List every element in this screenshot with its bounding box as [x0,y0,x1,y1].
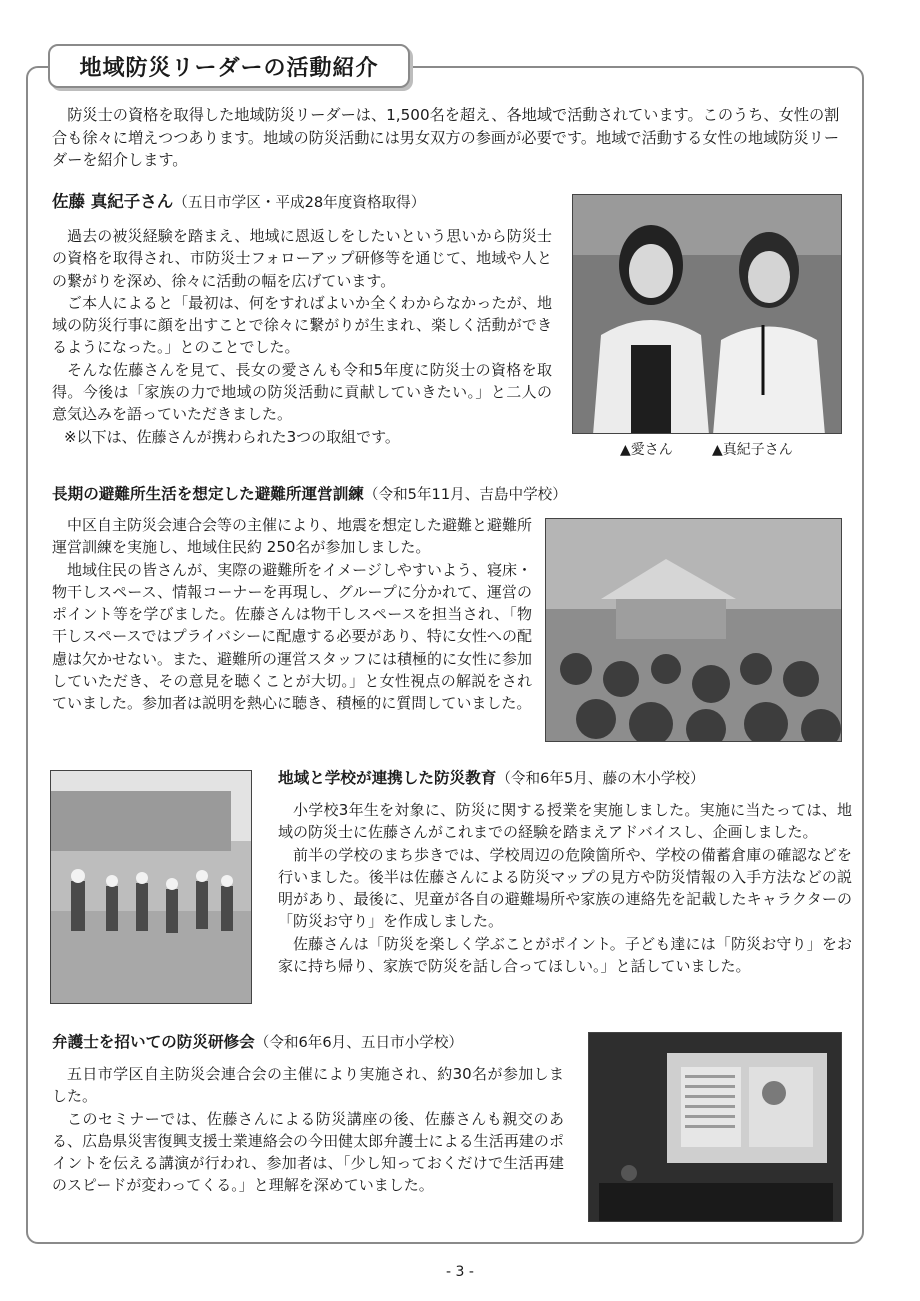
profile-note: ※以下は、佐藤さんが携わられた3つの取組です。 [64,427,400,446]
section-heading [52,482,852,507]
gymnasium-illustration [546,519,842,742]
profile-name: 佐藤 真紀子さん [52,192,174,211]
section-title: 弁護士を招いての防災研修会 [52,1033,255,1051]
section-paragraph: 佐藤さんは「防災を楽しく学ぶことがポイント。子ども達には「防災お守り」をお家に持ち帰り、家族で防災を話し合ってほしい。」と話していました。 [278,934,852,976]
section-paragraph: 前半の学校のまち歩きでは、学校周辺の危険箇所や、学校の備蓄倉庫の確認などを行いました。後半は佐藤さんによる防災マップの見方や防災情報の入手方法などの説明があり、最後に、児童が各自の避難場所や家族の連絡先を記載したキャラクターの「防災お守り」を作成しました。 [278,845,852,931]
section-paragraph: 地域住民の皆さんが、実際の避難所をイメージしやすいよう、寝床・物干しスペース、情報コーナーを再現し、グループに分かれて、運営のポイント等を学びました。佐藤さんは物干しスペースを担当され、「物干しスペースではプライバシーに配慮する必要があり、特に女性への配慮は欠かせない。また、避難所の運営スタッフには積極的に女性に参加していただき、その意見を聴くことが大切。」と女性視点の解説をされていました。参加者は説明を熱心に聴き、積極的に質問していました。 [52,560,533,713]
evacuation-drill-photo [545,518,842,742]
seminar-illustration [589,1033,842,1222]
profile-paragraph: ご本人によると「最初は、何をすればよいか全くわからなかったが、地域の防災行事に顔を出すことで徐々に繋がりが生まれ、楽しく活動ができるようになった。」とのことでした。 [52,293,552,357]
intro-text: 防災士の資格を取得した地域防災リーダーは、1,500名を超え、各地域で活動されています。このうち、女性の割合も徐々に増えつつあります。地域の防災活動には男女双方の参画が必要です。地域で活動する女性の地域防災リーダーを紹介します。 [52,106,840,169]
section-heading [278,766,852,791]
section-paragraph: 五日市学区自主防災会連合会の主催により実施され、約30名が参加しました。 [52,1065,564,1106]
section-body [278,799,852,977]
caption-makiko: ▲真紀子さん [712,442,793,458]
profile-meta: （五日市学区・平成28年度資格取得） [173,194,426,211]
section-meta: （令和5年11月、吉島中学校） [363,486,567,503]
section-paragraph: このセミナーでは、佐藤さんによる防災講座の後、佐藤さんも親交のある、広島県災害復興支援士業連絡会の今田健太郎弁護士による生活再建のポイントを伝える講演が行われ、参加者は、「少し知っておくだけで生活再建のスピードが変わってくる。」と理解を深めていました。 [52,1109,564,1195]
section-body [52,514,532,715]
section-paragraph: 中区自主防災会連合会等の主催により、地震を想定した避難と避難所運営訓練を実施し、地域住民約 250名が参加しました。 [52,516,533,557]
section-school-education [278,766,852,977]
section-paragraph: 小学校3年生を対象に、防災に関する授業を実施しました。実施に当たっては、地域の防災士に佐藤さんがこれまでの経験を踏まえアドバイスし、企画しました。 [278,801,852,842]
profile-heading [52,190,552,215]
portrait-photo [572,194,842,434]
section-title: 地域と学校が連携した防災教育 [278,769,497,787]
section-body [52,1063,564,1197]
section-heading [52,1030,572,1055]
section-title: 長期の避難所生活を想定した避難所運営訓練 [52,485,364,503]
portrait-illustration [573,195,842,434]
profile-body [52,225,552,448]
section-title-box [48,44,410,88]
page-title: 地域防災リーダーの活動紹介 [79,55,379,81]
section-meta: （令和6年6月、五日市小学校） [254,1034,464,1051]
profile-paragraph: そんな佐藤さんを見て、長女の愛さんも令和5年度に防災士の資格を取得。今後は「家族の力で地域の防災活動に貢献していきたい。」と二人の意気込みを語っていただきました。 [52,360,552,424]
page-number: - 3 - [446,1264,474,1280]
profile-block [52,190,552,448]
seminar-photo [588,1032,842,1222]
section-evacuation-drill [52,482,852,507]
profile-paragraph: 過去の被災経験を踏まえ、地域に恩返しをしたいという思いから防災士の資格を取得され、市防災士フォローアップ研修等を通じて、地域や人との繋がりを深め、徐々に活動の幅を広げています。 [52,227,552,290]
section-meta: （令和6年5月、藤の木小学校） [496,770,705,787]
school-walk-photo [50,770,252,1004]
caption-ai: ▲愛さん [620,442,673,458]
section-lawyer-seminar [52,1030,572,1197]
school-walk-illustration [51,771,252,1004]
